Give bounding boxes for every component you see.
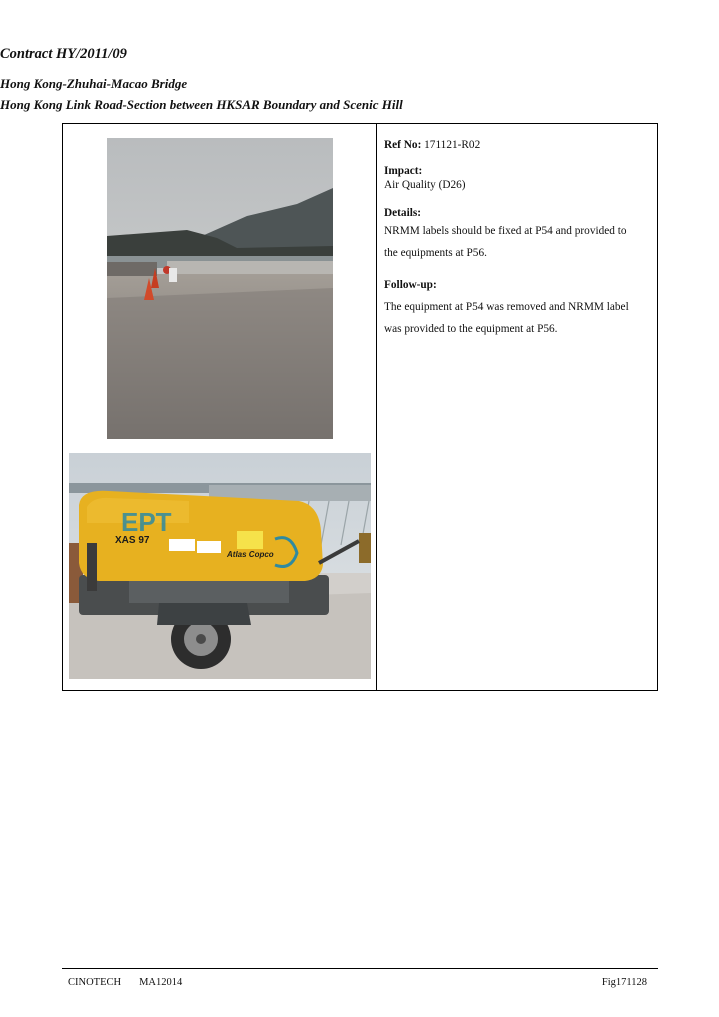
details-line-2: the equipments at P56. (384, 247, 487, 259)
compressor-photo-image (69, 453, 371, 679)
project-title: Hong Kong-Zhuhai-Macao Bridge (0, 76, 188, 91)
footer-rule (62, 968, 658, 969)
footer-company: CINOTECH (68, 977, 122, 988)
record-table (62, 123, 658, 691)
footer-left (68, 977, 200, 988)
details-line-1: NRMM labels should be fixed at P54 and provided to (384, 225, 627, 237)
details-block (384, 206, 652, 264)
followup-block (384, 274, 652, 340)
impact-label: Impact: (384, 165, 423, 177)
compressor-photo-p56 (69, 453, 371, 679)
compressor-brand-label: Atlas Copco (227, 550, 274, 559)
footer-figure-number: Fig171128 (601, 977, 647, 988)
site-photo-image (107, 138, 333, 439)
column-divider (376, 124, 377, 690)
followup-line-1: The equipment at P54 was removed and NRMM label (384, 301, 629, 313)
followup-label: Follow-up: (384, 279, 437, 291)
compressor-model-label: XAS 97 (115, 535, 150, 546)
contract-title: Contract HY/2011/09 (0, 46, 127, 62)
section-title: Hong Kong Link Road-Section between HKSAR Boundary and Scenic Hill (0, 97, 403, 112)
site-photo-p54 (107, 138, 333, 439)
details-label: Details: (384, 207, 422, 219)
ref-value: 171121-R02 (424, 139, 481, 151)
ref-label: Ref No: (384, 139, 422, 151)
impact-value: Air Quality (D26) (384, 179, 466, 191)
impact-block (384, 164, 652, 192)
compressor-ept-graffiti: EPT (121, 507, 172, 537)
followup-line-2: was provided to the equipment at P56. (384, 323, 558, 335)
footer-code: MA12014 (139, 977, 183, 988)
ref-block (384, 134, 652, 156)
record-details (384, 134, 652, 340)
